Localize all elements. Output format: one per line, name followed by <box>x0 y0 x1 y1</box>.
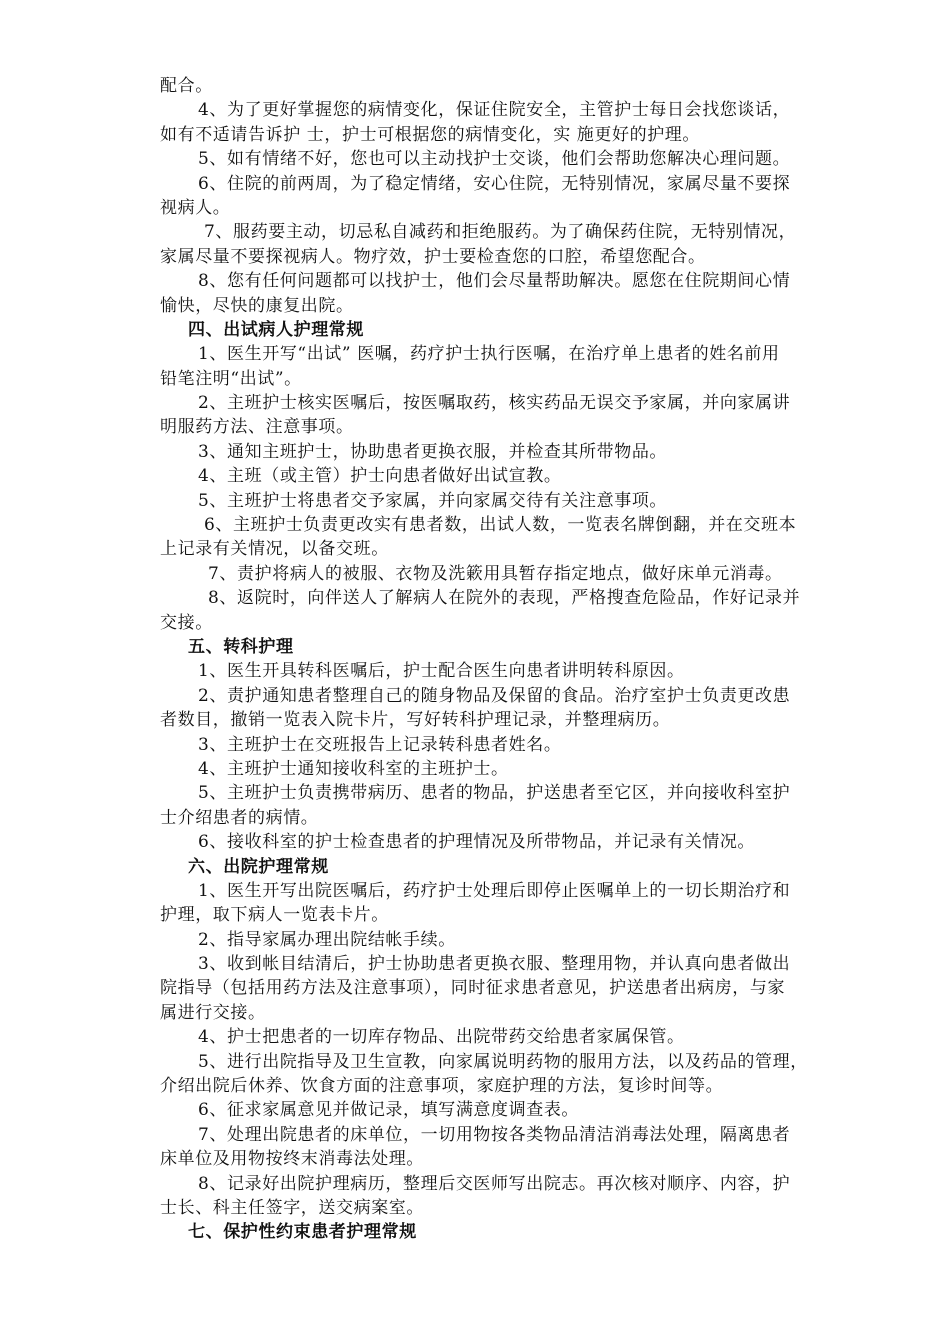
section-heading: 六、出院护理常规 <box>188 856 329 877</box>
text-line: 介绍出院后休养、饮食方面的注意事项，家庭护理的方法，复诊时间等。 <box>160 1076 724 1097</box>
text-line: 视病人。 <box>160 197 231 218</box>
text-line: 1、医生开具转科医嘱后，护士配合医生向患者讲明转科原因。 <box>198 661 685 682</box>
text-line: 6、接收科室的护士检查患者的护理情况及所带物品，并记录有关情况。 <box>198 832 756 853</box>
text-line: 1、医生开写出院医嘱后，药疗护士处理后即停止医嘱单上的一切长期治疗和 <box>198 880 791 901</box>
text-line: 6、住院的前两周，为了稳定情绪，安心住院，无特别情况，家属尽量不要探 <box>198 173 791 194</box>
text-line: 2、主班护士核实医嘱后，按医嘱取药，核实药品无误交予家属，并向家属讲 <box>198 393 791 414</box>
section-heading: 四、出试病人护理常规 <box>188 319 364 340</box>
text-line: 2、指导家属办理出院结帐手续。 <box>198 929 456 950</box>
text-line: 家属尽量不要探视病人。物疗效，护士要检查您的口腔，希望您配合。 <box>160 246 706 267</box>
text-line: 5、如有情绪不好，您也可以主动找护士交谈，他们会帮助您解决心理问题。 <box>198 149 791 170</box>
text-line: 1、医生开写“出试” 医嘱，药疗护士执行医嘱，在治疗单上患者的姓名前用 <box>198 344 780 365</box>
text-line: 上记录有关情况，以备交班。 <box>160 539 389 560</box>
text-line: 4、主班（或主管）护士向患者做好出试宣教。 <box>198 466 562 487</box>
text-line: 5、主班护士负责携带病历、患者的物品，护送患者至它区，并向接收科室护 <box>198 783 791 804</box>
text-line: 7、服药要主动，切忌私自减药和拒绝服药。为了确保药住院，无特别情况， <box>204 222 797 243</box>
text-line: 6、征求家属意见并做记录，填写满意度调查表。 <box>198 1100 580 1121</box>
text-line: 者数目，撤销一览表入院卡片，写好转科护理记录，并整理病历。 <box>160 710 671 731</box>
text-line: 护理，取下病人一览表卡片。 <box>160 905 389 926</box>
section-heading: 五、转科护理 <box>188 636 294 657</box>
text-line: 8、记录好出院护理病历，整理后交医师写出院志。再次核对顺序、内容，护 <box>198 1173 791 1194</box>
text-line: 2、责护通知患者整理自己的随身物品及保留的食品。治疗室护士负责更改患 <box>198 685 791 706</box>
text-line: 3、通知主班护士，协助患者更换衣服，并检查其所带物品。 <box>198 441 668 462</box>
text-line: 愉快，尽快的康复出院。 <box>160 295 354 316</box>
text-line: 6、主班护士负责更改实有患者数，出试人数，一览表名牌倒翻，并在交班本 <box>204 515 797 536</box>
text-line: 4、护士把患者的一切库存物品、出院带药交给患者家属保管。 <box>198 1027 685 1048</box>
text-line: 5、进行出院指导及卫生宣教，向家属说明药物的服用方法，以及药品的管理， <box>198 1051 808 1072</box>
text-line: 7、处理出院患者的床单位，一切用物按各类物品清洁消毒法处理，隔离患者 <box>198 1124 791 1145</box>
text-line: 5、主班护士将患者交予家属，并向家属交待有关注意事项。 <box>198 490 668 511</box>
text-line: 院指导（包括用药方法及注意事项），同时征求患者意见，护送患者出病房，与家 <box>160 978 786 999</box>
text-line: 铅笔注明“出试”。 <box>160 368 302 389</box>
text-line: 明服药方法、注意事项。 <box>160 417 354 438</box>
text-line: 3、主班护士在交班报告上记录转科患者姓名。 <box>198 734 562 755</box>
section-heading: 七、保护性约束患者护理常规 <box>188 1222 417 1243</box>
text-line: 士长、科主任签字，送交病案室。 <box>160 1197 424 1218</box>
text-line: 4、主班护士通知接收科室的主班护士。 <box>198 758 509 779</box>
text-line: 3、收到帐目结清后，护士协助患者更换衣服、整理用物，并认真向患者做出 <box>198 954 791 975</box>
text-line: 床单位及用物按终末消毒法处理。 <box>160 1149 424 1170</box>
text-line: 属进行交接。 <box>160 1002 266 1023</box>
text-line: 士介绍患者的病情。 <box>160 807 319 828</box>
text-line: 8、您有任何问题都可以找护士，他们会尽量帮助解决。愿您在住院期间心情 <box>198 271 791 292</box>
text-line: 交接。 <box>160 612 213 633</box>
text-line: 8、返院时，向伴送人了解病人在院外的表现，严格搜查危险品，作好记录并 <box>208 588 801 609</box>
text-line: 如有不适请告诉护 士，护士可根据您的病情变化，实 施更好的护理。 <box>160 124 701 145</box>
document-body <box>160 74 860 1245</box>
text-line: 7、责护将病人的被服、衣物及洗簌用具暂存指定地点，做好床单元消毒。 <box>208 563 783 584</box>
text-line: 4、为了更好掌握您的病情变化，保证住院安全，主管护士每日会找您谈话， <box>198 100 791 121</box>
text-line: 配合。 <box>160 76 213 96</box>
